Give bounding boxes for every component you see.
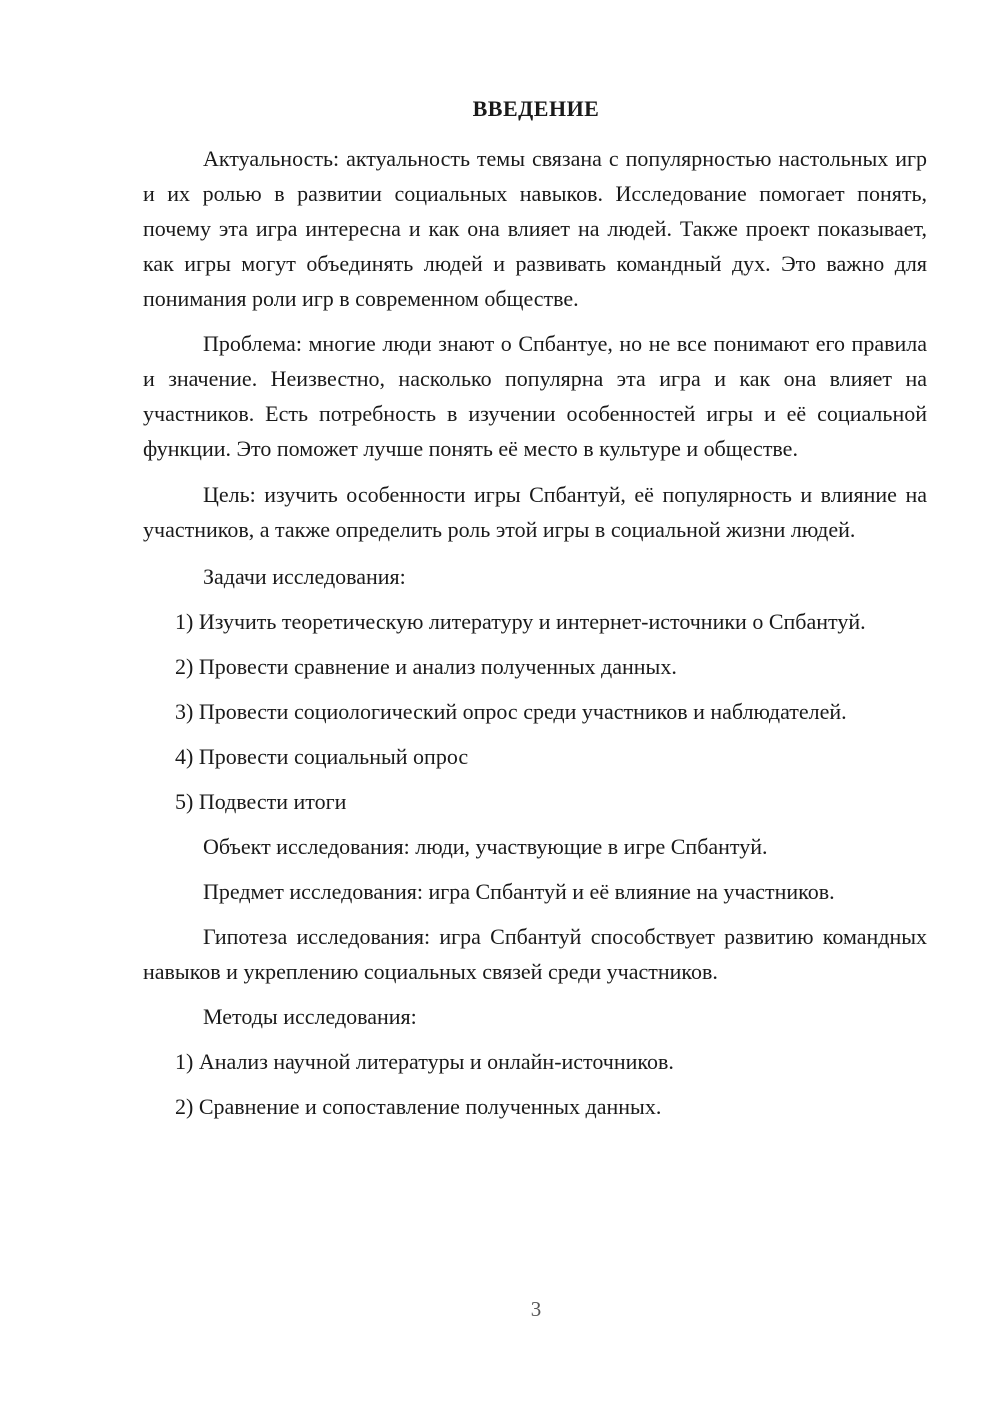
page-title: ВВЕДЕНИЕ	[472, 96, 600, 121]
paragraph-hypothesis: Гипотеза исследования: игра Спбантуй способствует развитию командных навыков и укреплению социальных связей среди участников.	[143, 924, 927, 984]
paragraph-subject: Предмет исследования: игра Спбантуй и её влияние на участников.	[203, 879, 835, 904]
page-number: 3	[530, 1297, 542, 1321]
task-item: 4) Провести социальный опрос	[175, 744, 469, 769]
task-item: 2) Провести сравнение и анализ полученных данных.	[175, 654, 677, 679]
method-item: 2) Сравнение и сопоставление полученных данных.	[175, 1094, 662, 1119]
task-item: 3) Провести социологический опрос среди участников и наблюдателей.	[175, 699, 847, 724]
paragraph-object: Объект исследования: люди, участвующие в игре Спбантуй.	[203, 834, 768, 859]
task-item: 5) Подвести итоги	[175, 789, 347, 814]
body-text	[143, 141, 927, 1124]
methods-title: Методы исследования:	[203, 1004, 417, 1029]
tasks-title: Задачи исследования:	[203, 564, 406, 589]
method-item: 1) Анализ научной литературы и онлайн-источников.	[175, 1049, 674, 1074]
task-item: 1) Изучить теоретическую литературу и интернет-источники о Спбантуй.	[175, 609, 866, 634]
paragraph-goal: Цель: изучить особенности игры Спбантуй, её популярность и влияние на участников, а также определить роль этой игры в социальной жизни людей.	[143, 482, 927, 542]
paragraph-problem: Проблема: многие люди знают о Спбантуе, но не все понимают его правила и значение. Неизвестно, насколько популярна эта игра и как она влияет на участников. Есть потребность в изучении особенностей игры и её социальной функции. Это поможет лучше понять её место в культуре и обществе.	[143, 331, 927, 461]
paragraph-relevance: Актуальность: актуальность темы связана с популярностью настольных игр и их ролью в развитии социальных навыков. Исследование помогает понять, почему эта игра интересна и как она влияет на людей. Также проект показывает, как игры могут объединять людей и развивать командный дух. Это важно для понимания роли игр в современном обществе.	[143, 146, 927, 311]
